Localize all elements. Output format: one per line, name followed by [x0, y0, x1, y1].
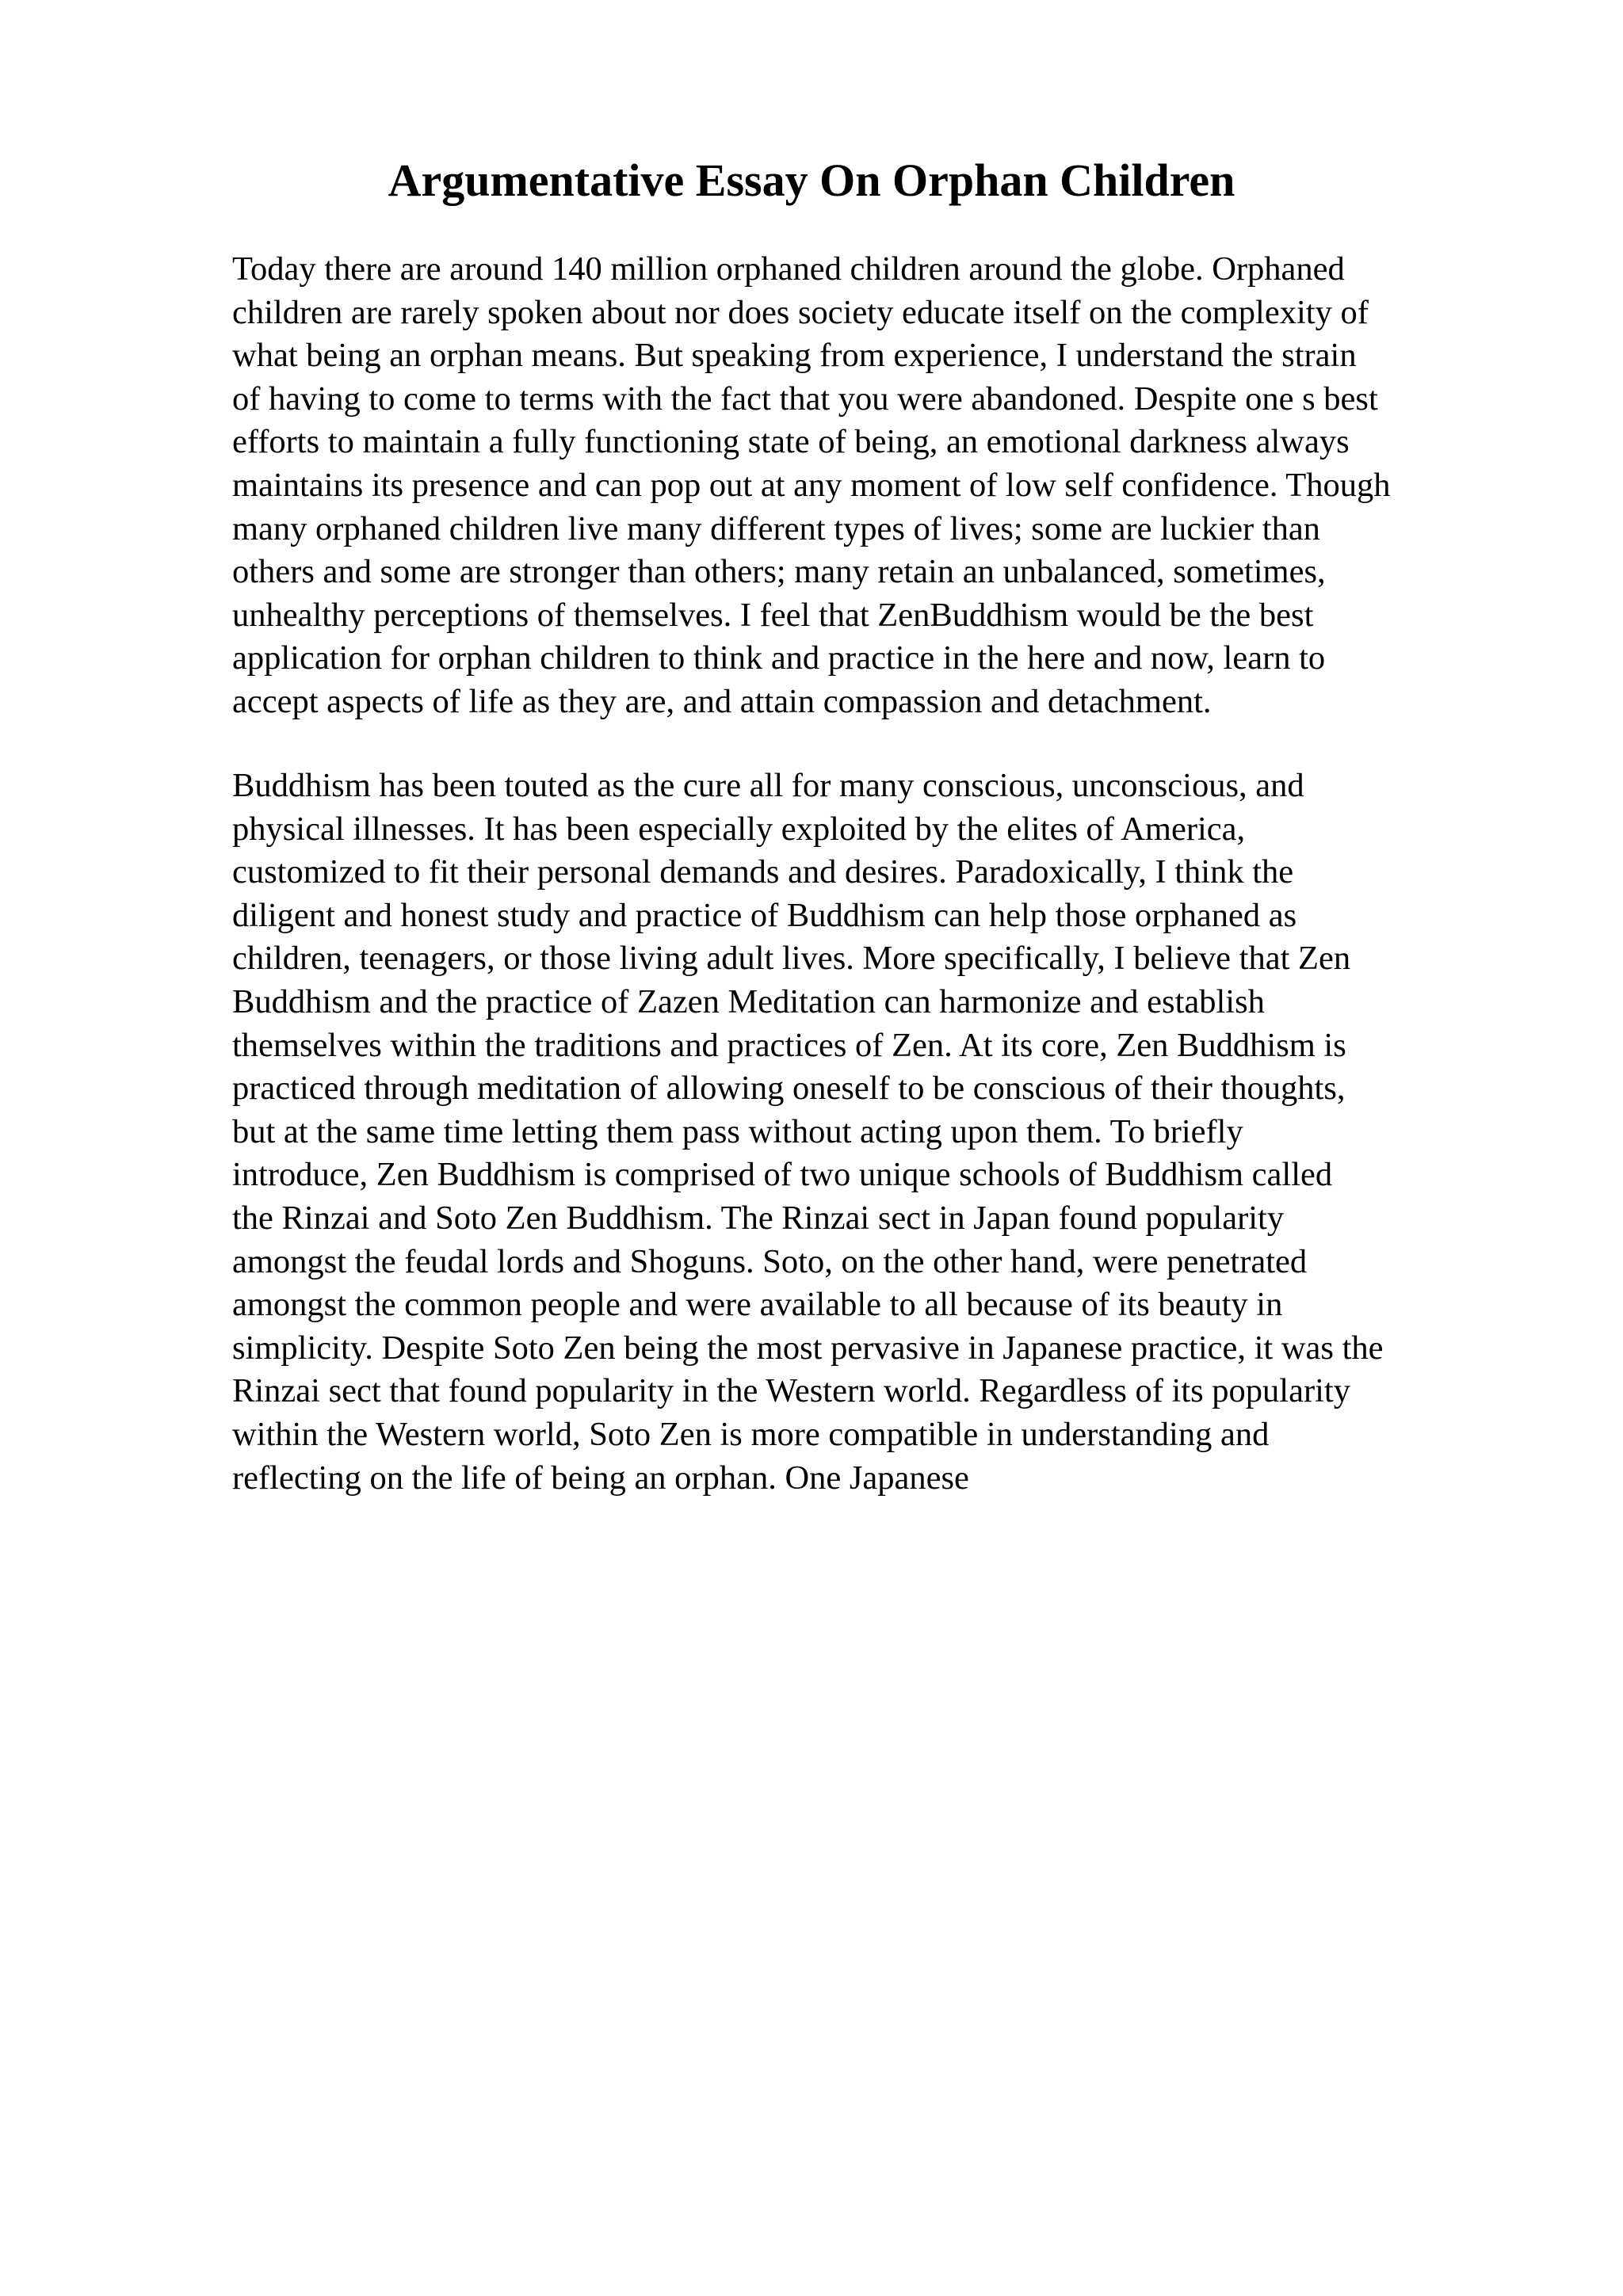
text-line: Today there are around 140 million orphaned children around the globe. Orphaned — [232, 250, 1345, 288]
text-line: diligent and honest study and practice of Buddhism can help those orphaned as — [232, 896, 1297, 934]
essay-title: Argumentative Essay On Orphan Children — [388, 154, 1235, 206]
text-line: accept aspects of life as they are, and attain compassion and detachment. — [232, 682, 1212, 720]
text-line: simplicity. Despite Soto Zen being the most pervasive in Japanese practice, it was the — [232, 1329, 1384, 1367]
text-line: Buddhism has been touted as the cure all for many conscious, unconscious, and — [232, 767, 1304, 804]
text-line: efforts to maintain a fully functioning state of being, an emotional darkness always — [232, 423, 1350, 461]
text-line: of having to come to terms with the fact that you were abandoned. Despite one s best — [232, 379, 1378, 418]
text-line: customized to fit their personal demands and desires. Paradoxically, I think the — [232, 853, 1294, 891]
text-line: application for orphan children to think and practice in the here and now, learn to — [232, 639, 1326, 677]
text-line: but at the same time letting them pass without acting upon them. To briefly — [232, 1112, 1243, 1150]
text-line: themselves within the traditions and practices of Zen. At its core, Zen Buddhism is — [232, 1026, 1346, 1064]
text-line: introduce, Zen Buddhism is comprised of two unique schools of Buddhism called — [232, 1156, 1333, 1194]
text-line: physical illnesses. It has been especially exploited by the elites of America, — [232, 810, 1246, 848]
text-line: Rinzai sect that found popularity in the Western world. Regardless of its popularity — [232, 1372, 1350, 1410]
text-line: many orphaned children live many different types of lives; some are luckier than — [232, 509, 1320, 547]
text-line: children are rarely spoken about nor does society educate itself on the complexity of — [232, 293, 1369, 331]
text-line: others and some are stronger than others; many retain an unbalanced, sometimes, — [232, 553, 1326, 591]
text-line: Buddhism and the practice of Zazen Meditation can harmonize and establish — [232, 982, 1265, 1020]
text-line: children, teenagers, or those living adult lives. More specifically, I believe that Zen — [232, 940, 1351, 978]
paragraph-2 — [232, 765, 1579, 1500]
text-line: what being an orphan means. But speaking from experience, I understand the strain — [232, 337, 1357, 375]
text-line: reflecting on the life of being an orphan. One Japanese — [232, 1459, 969, 1497]
text-line: the Rinzai and Soto Zen Buddhism. The Rinzai sect in Japan found popularity — [232, 1199, 1285, 1237]
text-line: unhealthy perceptions of themselves. I feel that ZenBuddhism would be the best — [232, 596, 1314, 634]
text-line: amongst the feudal lords and Shoguns. Soto, on the other hand, were penetrated — [232, 1242, 1308, 1280]
text-line: amongst the common people and were available to all because of its beauty in — [232, 1286, 1283, 1324]
text-line: within the Western world, Soto Zen is more compatible in understanding and — [232, 1415, 1270, 1453]
text-line: maintains its presence and can pop out at any moment of low self confidence. Though — [232, 466, 1391, 504]
paragraph-1 — [232, 248, 1579, 724]
text-line: practiced through meditation of allowing oneself to be conscious of their thoughts, — [232, 1070, 1346, 1108]
